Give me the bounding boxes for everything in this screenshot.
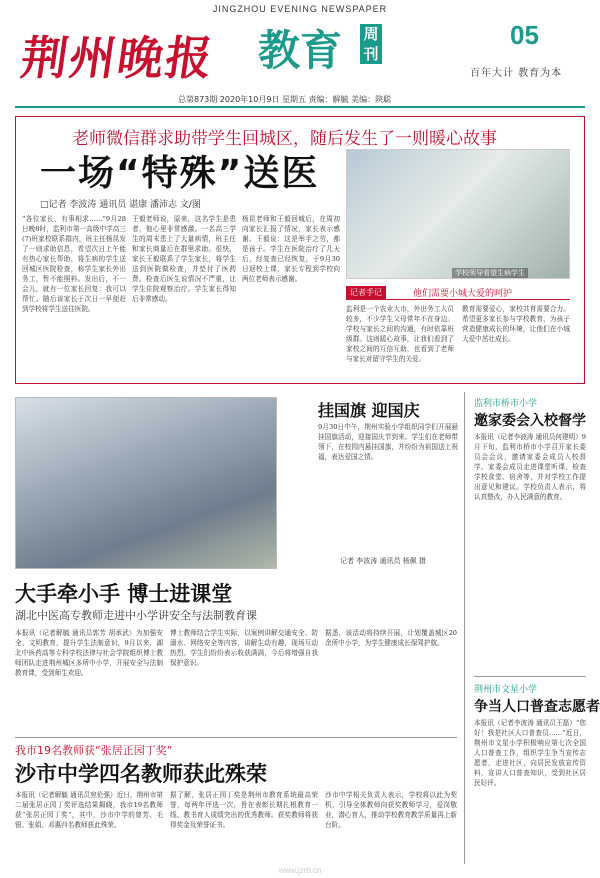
section2-column-2: 博士教师结合学生实际，以案例讲解交通安全、防溺水、网络安全等内容，讲解生动有趣，现场互动热烈。学生们纷纷表示收获满满，今后将增强自我保护意识。 xyxy=(170,629,318,667)
feature-byline: □记者 李波涛 通讯员 谌康 潘沛志 文/图 xyxy=(40,200,201,210)
hospital-photo xyxy=(346,149,570,279)
section6-headline: 争当人口普查志愿者 xyxy=(474,699,600,715)
section3-headline: 挂国旗 迎国庆 xyxy=(318,401,420,420)
reporter-note-label: 记者手记 xyxy=(346,286,386,299)
masthead-rule xyxy=(15,106,585,108)
right-column-divider xyxy=(464,392,465,864)
page-number: 05 xyxy=(510,20,539,50)
reporter-note-title: 他们需要小城大爱的呵护 xyxy=(413,289,513,299)
paper-english-name: JINGZHOU EVENING NEWSPAPER xyxy=(212,4,388,14)
section4-column-3: 沙市中学相关负责人表示，学校将以此为契机，引导全体教师向获奖教师学习，爱岗敬业，潜心育人，推动学校教育教学质量再上新台阶。 xyxy=(325,791,457,829)
section3-byline: 记者 李波涛 通讯员 杨佩 摄 xyxy=(340,557,426,565)
section2-headline: 大手牵小手 博士进课堂 xyxy=(15,582,233,606)
photo-caption: 学校领导看望生病学生 xyxy=(452,268,528,278)
paper-name: 荆州晚报 xyxy=(17,31,218,85)
section4-kicker: 我市19名教师获“张居正园丁奖” xyxy=(15,744,173,757)
section4-column-1: 本报讯（记者解毓 通讯员宛伦强）近日，荆州市第二届张居正园丁奖评选结果揭晓，我市19名教师获“张居正园丁奖”，其中，沙市中学的曾芳、毛银、张娟、邓惠四名教师获此殊荣。 xyxy=(15,791,163,829)
classroom-photo xyxy=(15,397,277,569)
feature-column-2: 王毅老师说，原来，这名学生是患者，他心里非常感激。一名高三学生的周末患上了大量病情，班主任和家长商量后在群里求助。很快，家长王毅联系了学生家长，将学生送到医院做检查，并垫付了医药费。检查后医生说情况不严重，让学生住院观察治疗。学生家长得知后非常感动。 xyxy=(132,215,236,303)
reporter-note-column-2: 教育需要爱心，家校共育需要合力。希望更多家长参与学校教育，为孩子营造健康成长的环境，让他们在小城大爱中茁壮成长。 xyxy=(462,305,570,343)
section6-kicker: 荆州市文星小学 xyxy=(474,685,538,695)
section2-subhead: 湖北中医高专教师走进中小学讲安全与法制教育课 xyxy=(15,609,257,622)
section-title: 教育 xyxy=(258,26,343,75)
section2-column-1: 本报讯（记者解毓 通讯员郭芳 胡承武）为加强安全、文明教育，提升学生法制意识，9月以来，湖北中医药高等专科学校法律与社会学院组织博士教师团队走进荆州城区多所中小学，开展安全与法制教育课，受到师生欢迎。 xyxy=(15,629,163,677)
note-rule xyxy=(346,299,570,300)
section5-kicker: 监利市桥市小学 xyxy=(474,399,538,409)
issue-info: 总第873期 2020年10月9日 星期五 责编：解毓 美编：陕聪 xyxy=(178,95,392,104)
section4-headline: 沙市中学四名教师获此殊荣 xyxy=(15,762,267,786)
divider xyxy=(15,737,457,738)
section3-body: 9月30日中午，荆州实验小学组织同学们开展悬挂国旗活动，迎接国庆节到来。学生们在老师带领下，在校园内悬挂国旗，并纷纷为祖国送上祝福，表达爱国之情。 xyxy=(318,423,458,461)
section2-column-3: 据悉，该活动将持续开展，计划覆盖城区20余所中小学，为学生健康成长保驾护航。 xyxy=(325,629,457,647)
section4-column-2: 据了解，张居正园丁奖是荆州市教育系统最高荣誉，每两年评选一次，旨在表彰长期扎根教育一线、教书育人成绩突出的优秀教师。获奖教师将获得奖金及荣誉证书。 xyxy=(170,791,318,829)
section5-headline: 邀家委会入校督学 xyxy=(474,413,586,429)
divider xyxy=(474,676,586,677)
feature-kicker: 老师微信群求助带学生回城区，随后发生了一则暖心故事 xyxy=(72,129,497,149)
feature-column-1: “各位家长，有事相求……”9月28日晚8时，监利市第一高级中学高三(7)班家校联系群内，班主任杨昆发了一则求助信息，希望次日上午能有热心家长帮助，将生病的学生送回城区医院检查，称学生家长外出务工，暂不能照料。发出后，不一会儿，就有一位家长回复：我可以帮忙。随后该家长于次日一早便赶到学校将学生送往医院。 xyxy=(22,215,126,313)
section-subtitle: 周刊 xyxy=(360,24,382,64)
watermark: www.jzrb.cn xyxy=(278,866,322,875)
slogan: 百年大计 教育为本 xyxy=(470,68,563,79)
section5-body: 本报讯（记者李波涛 通讯员何建明）9月下旬，监利市桥市小学召开家长委员会会议，邀请家委会成员入校督学。家委会成员走进课堂听课，检查学校食堂、宿舍等，并对学校工作提出意见和建议。学校负责人表示，将认真整改，办人民满意的教育。 xyxy=(474,433,586,501)
reporter-note-column-1: 监利是一个农业大市，外出务工人员较多，不少学生父母常年不在身边。学校与家长之间的沟通，有时依靠班级群。这则暖心故事，让我们看到了家校之间的互信互助，也看到了老师与家长对留守学生的关爱。 xyxy=(346,305,454,363)
section6-body: 本报讯（记者李波涛 通讯员王磊）“您好！我是社区人口普查员……”近日，荆州市文星小学积极响应第七次全国人口普查工作，组织学生争当宣传志愿者，走进社区，向居民发放宣传资料，宣讲人口普查知识，受到社区居民好评。 xyxy=(474,719,586,787)
feature-headline: 一场“特殊”送医 xyxy=(40,153,320,194)
feature-column-3: 杨昆老师和王毅回城后，在周初向家长汇报了情况，家长表示感谢。王毅说：这是举手之劳，都是孩子。学生在医院治疗了几天后，经复查已经恢复，于9月30日返校上课，家长专程到学校向两位老师表示感谢。 xyxy=(242,215,340,283)
